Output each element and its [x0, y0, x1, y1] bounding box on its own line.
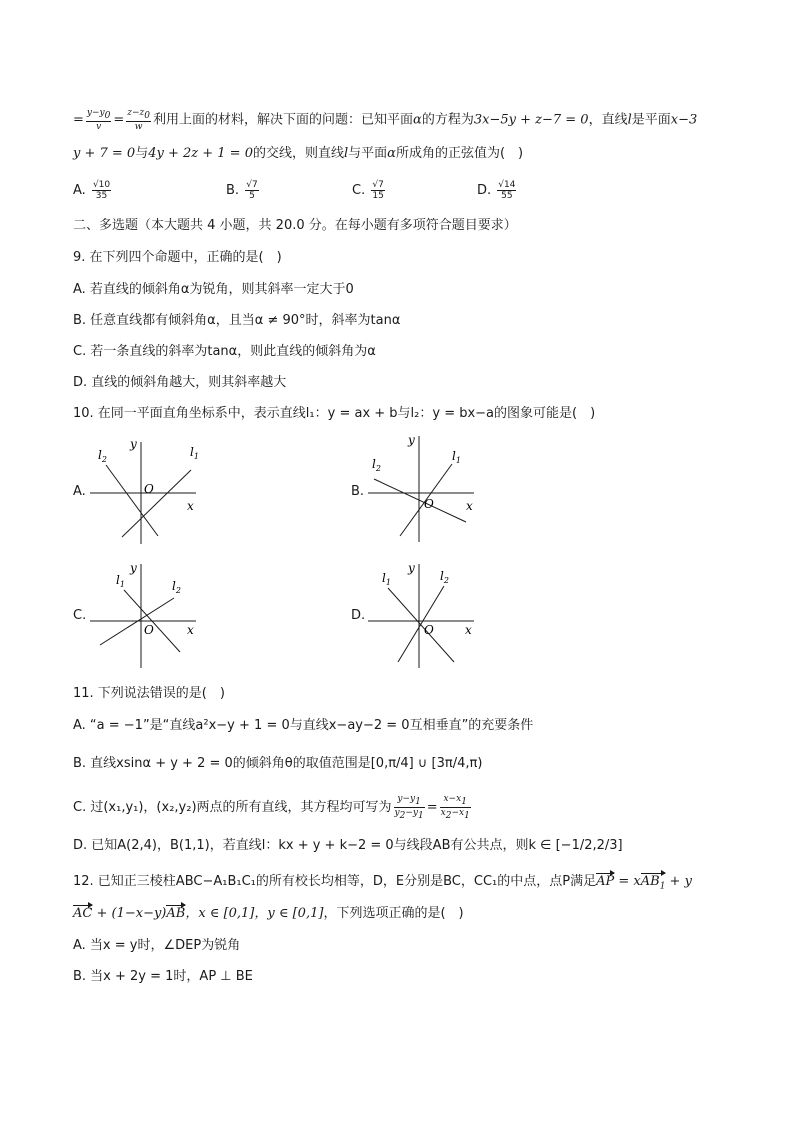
q10-stem: 10. 在同一平面直角坐标系中，表示直线l₁：y = ax + b与l₂：y = bx−a的图象可能是( ) [73, 406, 596, 421]
l2-label: $l_2$ [98, 448, 107, 464]
q12-option-b: B. 当x + 2y = 1时，AP ⊥ BE [73, 969, 253, 984]
q12-line-2: AC + (1−x−y)AB，x ∈ [0,1]，y ∈ [0,1]，下列选项正确的是( ) [73, 906, 464, 921]
q10-option-c-label: C. [73, 608, 87, 623]
x-label: x [466, 499, 473, 513]
x-label: x [187, 623, 194, 637]
q11-option-b: B. 直线xsinα + y + 2 = 0的倾斜角θ的取值范围是[0,π/4] ∪ [3π/4,π) [73, 756, 483, 771]
l1-label: $l_1$ [116, 573, 125, 589]
y-label: y [130, 561, 137, 575]
q10-graph-c [88, 558, 208, 674]
line-l2 [106, 465, 158, 536]
origin-label: O [424, 623, 434, 637]
origin-label: O [144, 482, 154, 496]
q11-option-c: C. 过(x₁,y₁)，(x₂,y₂)两点的所有直线，其方程均可写为 $\frac{y-y_1}{y_2-y_1}$ = $\frac{x-x_1}{x_2-x_1}$ [73, 794, 470, 821]
y-label: y [408, 561, 415, 575]
line-l1 [388, 588, 454, 662]
q12-option-a: A. 当x = y时，∠DEP为锐角 [73, 938, 241, 953]
q10-option-b-label: B. [351, 484, 365, 499]
q10-option-a-label: A. [73, 484, 86, 499]
l2-label: $l_2$ [440, 569, 449, 585]
l1-label: $l_1$ [382, 571, 391, 587]
q8-option-d: D. $\frac{√14}{55}$ [477, 180, 516, 201]
q9-option-c: C. 若一条直线的斜率为tanα，则此直线的倾斜角为α [73, 344, 376, 359]
q11-option-a: A. “a = −1”是“直线a²x−y + 1 = 0与直线x−ay−2 = 0互相垂直”的充要条件 [73, 718, 534, 733]
q9-option-b: B. 任意直线都有倾斜角α，且当α ≠ 90°时，斜率为tanα [73, 313, 401, 328]
fraction: $\frac{y-y_0}{v}$ [86, 108, 111, 132]
l1-label: $l_1$ [452, 449, 461, 465]
origin-label: O [144, 623, 154, 637]
q10-graph-a [88, 432, 208, 548]
q11-option-d: D. 已知A(2,4)，B(1,1)，若直线l：kx + y + k−2 = 0与线段AB有公共点，则k ∈ [−1/2,2/3] [73, 838, 623, 853]
q12-line-1: 12. 已知正三棱柱ABC−A₁B₁C₁的所有校长均相等，D，E分别是BC，CC₁的中点，点P满足AP = xAB$_1$ + y [73, 874, 692, 895]
y-label: y [130, 437, 137, 451]
line-l2 [398, 586, 444, 662]
line-l1 [122, 470, 191, 537]
q9-stem: 9. 在下列四个命题中，正确的是( ) [73, 250, 282, 265]
l1-label: $l_1$ [190, 445, 199, 461]
q8-option-b: B. $\frac{√7}{5}$ [226, 180, 258, 201]
q8-line-1: = $\frac{y-y_0}{v}$ = $\frac{z-z_0}{w}$ 利用上面的材料，解决下面的问题：已知平面α的方程为3x−5y + z−7 = 0，直线l是平面x−3 [73, 108, 698, 132]
q10-graph-d [366, 558, 486, 674]
q9-option-d: D. 直线的倾斜角越大，则其斜率越大 [73, 375, 287, 390]
l2-label: $l_2$ [372, 457, 381, 473]
q8-line-2: y + 7 = 0与4y + 2z + 1 = 0的交线，则直线l与平面α所成角的正弦值为( ) [73, 146, 524, 161]
q10-option-d-label: D. [351, 608, 366, 623]
x-label: x [465, 623, 472, 637]
x-label: x [187, 499, 194, 513]
line-l2 [374, 479, 466, 522]
origin-label: O [424, 497, 434, 511]
q9-option-a: A. 若直线的倾斜角α为锐角，则其斜率一定大于0 [73, 282, 354, 297]
q11-stem: 11. 下列说法错误的是( ) [73, 686, 225, 701]
q8-option-a: A. $\frac{√10}{35}$ [73, 180, 111, 201]
q8-option-c: C. $\frac{√7}{15}$ [352, 180, 384, 201]
section-heading: 二、多选题（本大题共 4 小题，共 20.0 分。在每小题有多项符合题目要求） [73, 218, 517, 233]
y-label: y [408, 433, 415, 447]
l2-label: $l_2$ [172, 579, 181, 595]
q10-graph-b [366, 432, 486, 548]
fraction: $\frac{z-z_0}{w}$ [127, 108, 151, 132]
